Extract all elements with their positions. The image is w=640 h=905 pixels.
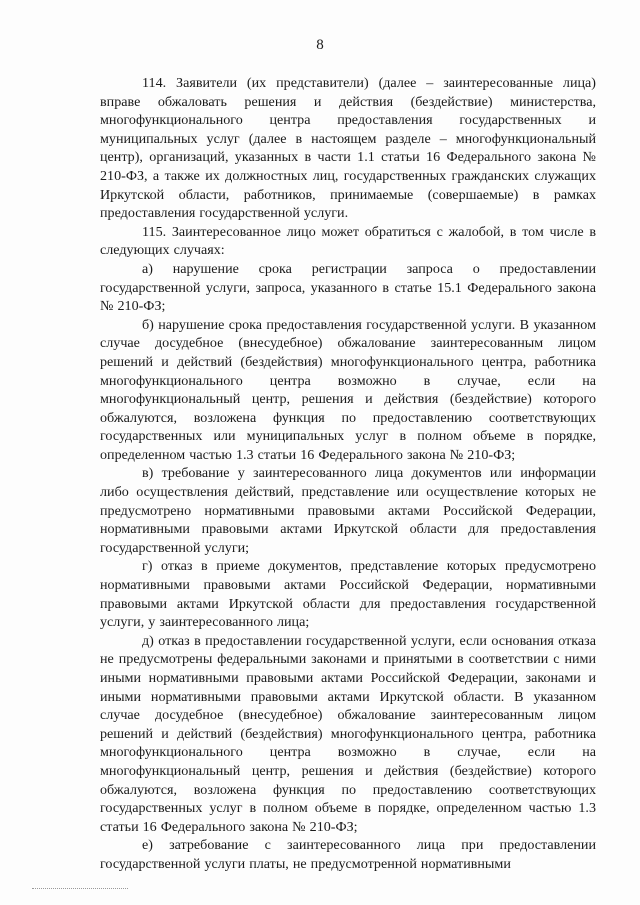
list-item-a: а) нарушение срока регистрации запроса о предоставлении государственной услуги, запроса, указанного в статье 15.1 Федерального закона № 210-ФЗ; — [100, 260, 596, 315]
paragraph-115: 115. Заинтересованное лицо может обратиться с жалобой, в том числе в следующих случаях: — [100, 223, 596, 259]
list-item-d: д) отказ в предоставлении государственной услуги, если основания отказа не предусмотрены федеральными законами и принятыми в соответствии с ними иными нормативными правовыми актами Российской Федерации, законами и иными нормативными правовыми актами Иркутской области. В указанном случае досудебное (внесудебное) обжалование заинтересованным лицом решений и действий (бездействия) многофункционального центра, работника многофункционального центра возможно в случае, если на многофункциональный центр, решения и действия (бездействие) которого обжалуются, возложена функция по предоставлению соответствующих государственных услуг в полном объеме в порядке, определенном частью 1.3 статьи 16 Федерального закона № 210-ФЗ; — [100, 632, 596, 835]
list-item-b: б) нарушение срока предоставления государственной услуги. В указанном случае досудебное (внесудебное) обжалование заинтересованным лицом решений и действий (бездействия) многофункционального центра, работника многофункционального центра возможно в случае, если на многофункциональный центр, решения и действия (бездействие) которого обжалуются, возложена функция по предоставлению соответствующих государственных или муниципальных услуг в полном объеме в порядке, определенном частью 1.3 статьи 16 Федерального закона № 210-ФЗ; — [100, 316, 596, 463]
footer-divider — [32, 888, 128, 889]
paragraph-114: 114. Заявители (их представители) (далее – заинтересованные лица) вправе обжаловать решения и действия (бездействие) министерства, многофункционального центра предоставления государственных и муниципальных услуг (далее в настоящем разделе – многофункциональный центр), организаций, указанных в части 1.1 статьи 16 Федерального закона № 210-ФЗ, а также их должностных лиц, государственных гражданских служащих Иркутской области, работников, принимаемые (совершаемые) в рамках предоставления государственной услуги. — [100, 75, 596, 222]
list-item-g: г) отказ в приеме документов, представление которых предусмотрено нормативными правовыми актами Российской Федерации, нормативными правовыми актами Иркутской области для предоставления государственной услуги, у заинтересованного лица; — [100, 558, 596, 631]
document-body — [100, 74, 596, 874]
page-number: 8 — [316, 37, 324, 53]
list-item-v: в) требование у заинтересованного лица документов или информации либо осуществления действий, представление или осуществление которых не предусмотрено нормативными правовыми актами Российской Федерации, нормативными правовыми актами Иркутской области для предоставления государственной услуги; — [100, 465, 596, 556]
list-item-e: е) затребование с заинтересованного лица при предоставлении государственной услуги платы, не предусмотренной нормативными — [100, 837, 596, 872]
